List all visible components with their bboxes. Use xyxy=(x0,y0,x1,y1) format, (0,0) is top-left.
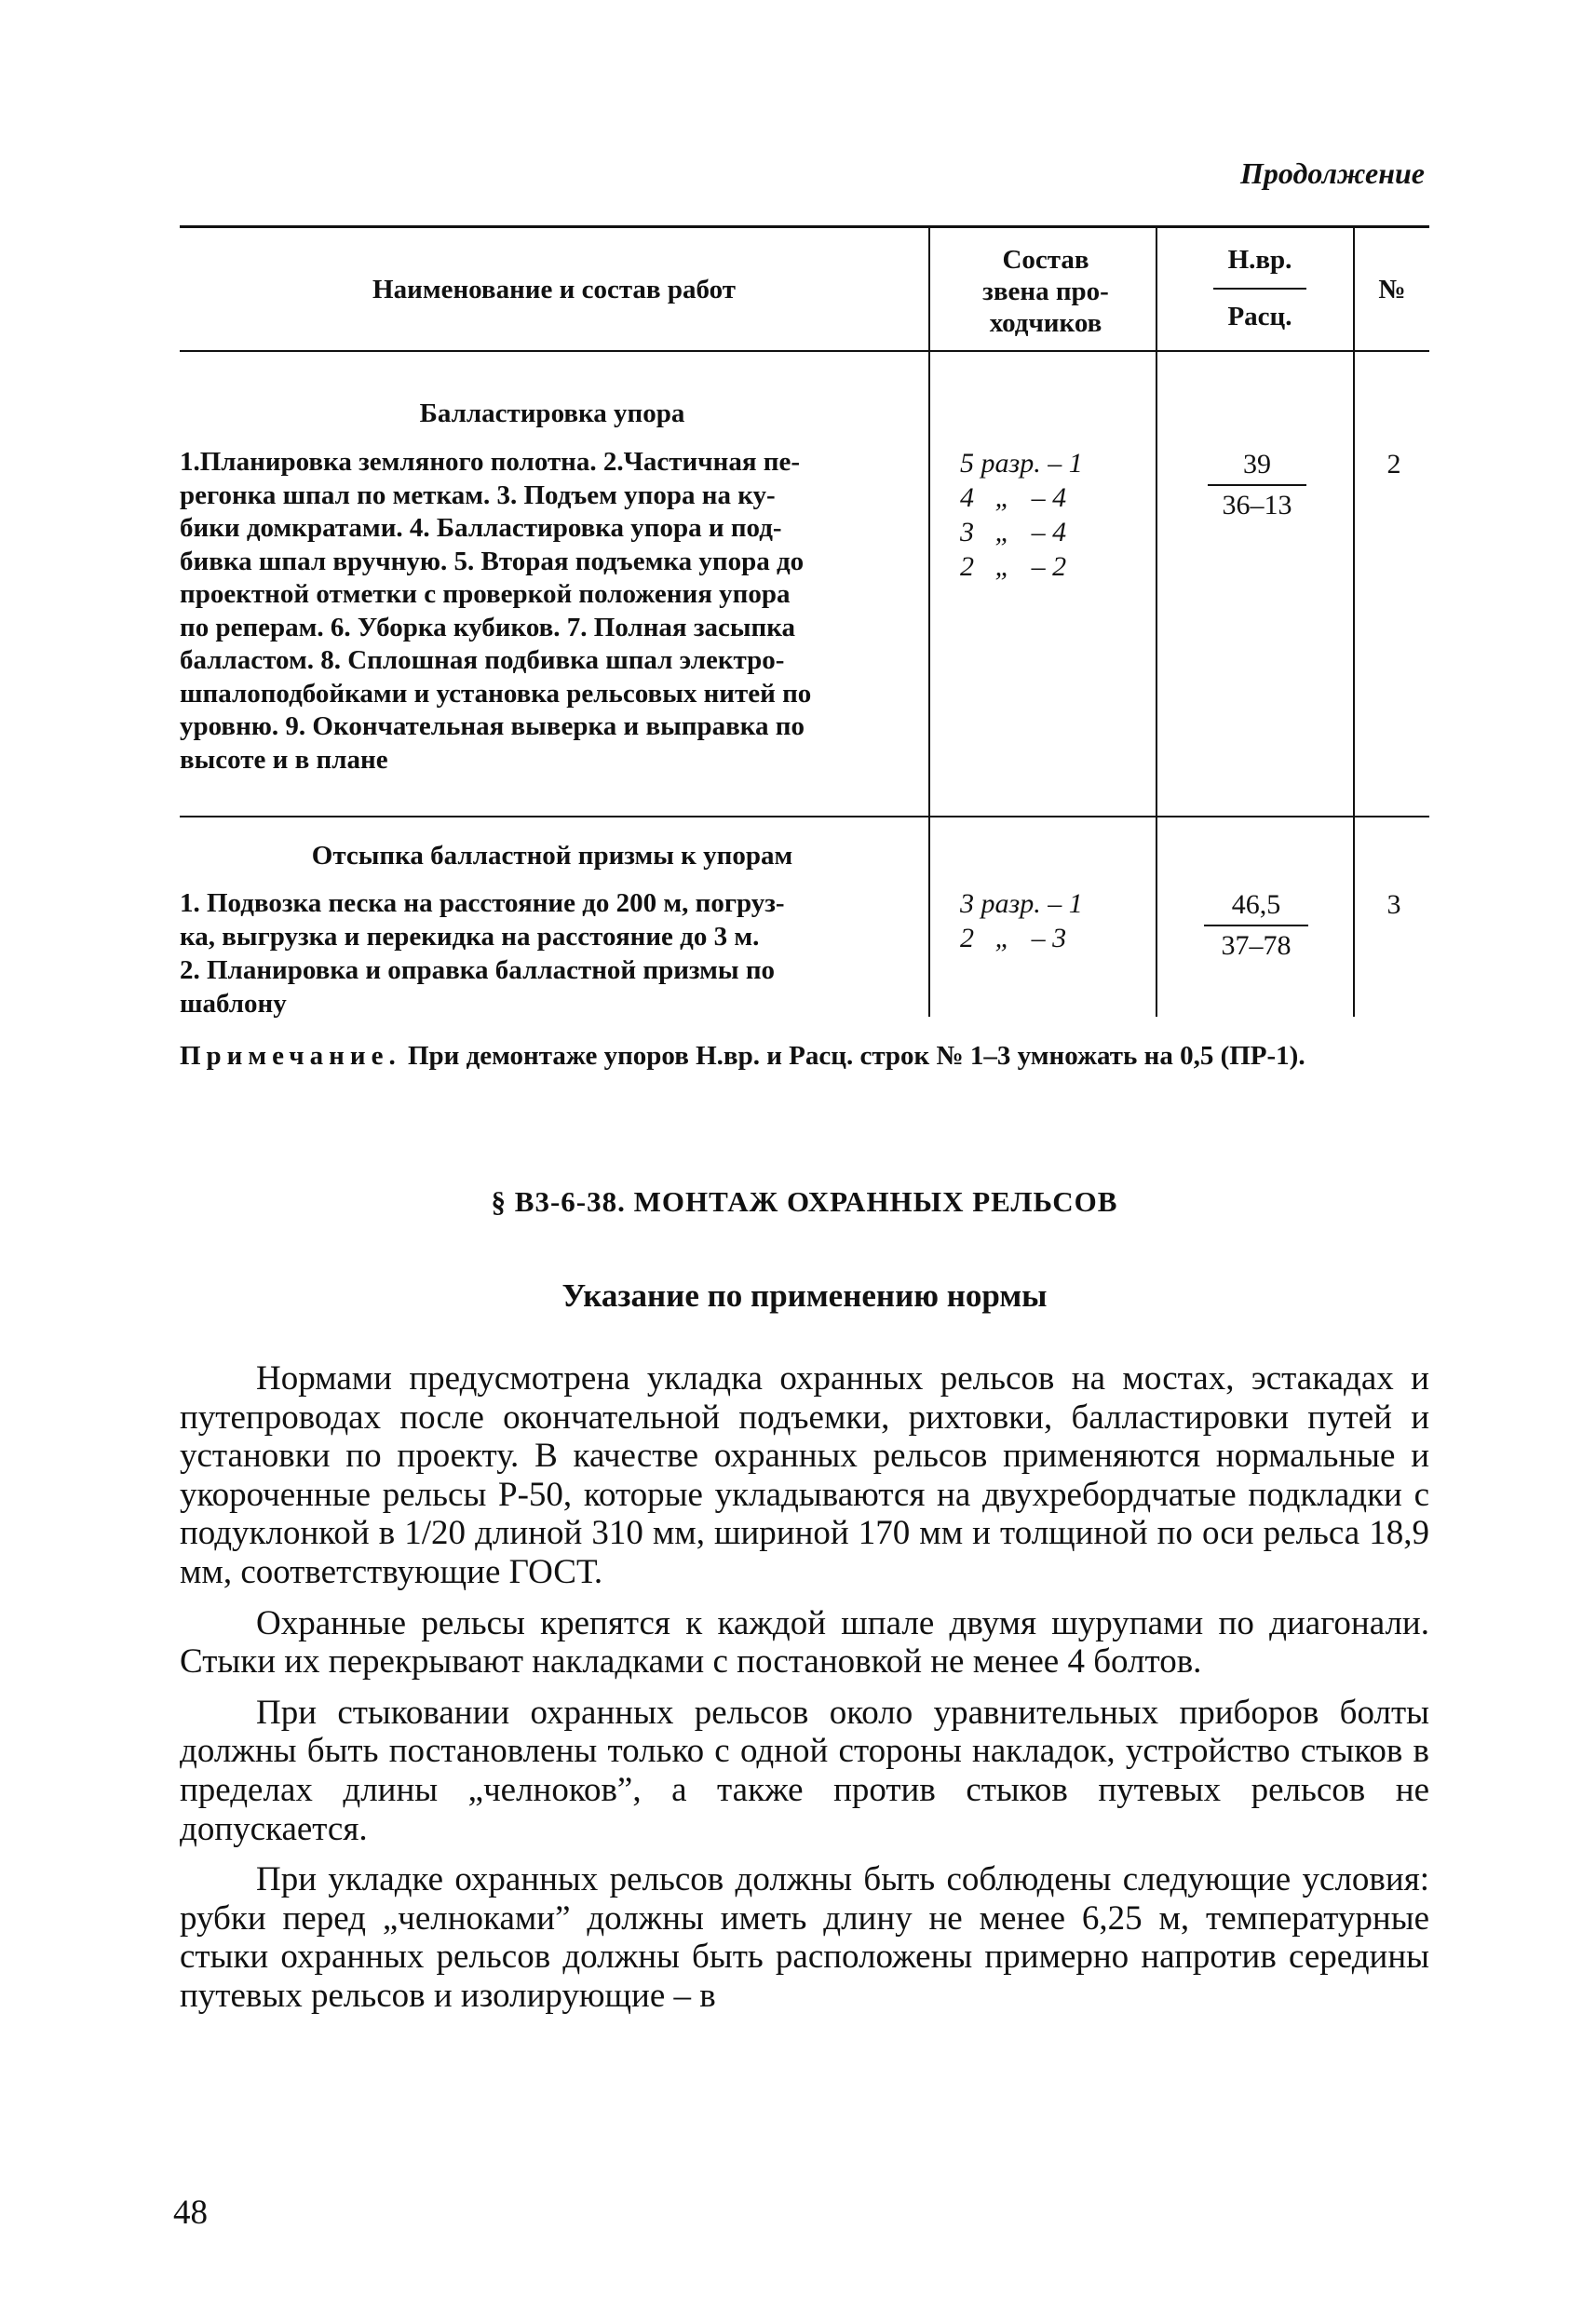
row-text-line: по реперам. 6. Уборка кубиков. 7. Полная засыпка xyxy=(180,612,795,642)
row-norm-rate xyxy=(1204,889,1308,962)
row-text-line: шпалоподбойками и установка рельсовых нитей по xyxy=(180,678,812,709)
header-rate: Расц. xyxy=(1227,302,1292,331)
section-heading: § В3-6-38. МОНТАЖ ОХРАННЫХ РЕЛЬСОВ xyxy=(491,1185,1118,1218)
table-note xyxy=(180,1039,1429,1073)
fraction-bar xyxy=(1208,484,1306,486)
row-text-line: 2. Планировка и оправка балластной призмы по xyxy=(180,955,776,985)
header-crew-line: ходчиков xyxy=(989,308,1102,338)
row-text-line: шаблону xyxy=(180,989,287,1019)
rate-value: 36–13 xyxy=(1222,490,1292,520)
table-row-divider xyxy=(180,816,1429,817)
row-title: Балластировка упора xyxy=(419,399,685,428)
row-crew-list xyxy=(960,446,1083,584)
table-top-rule xyxy=(180,225,1429,228)
crew-entry: 2 „ – 3 xyxy=(960,923,1067,953)
note-text: При демонтаже упоров Н.вр. и Расц. строк № 1–3 умножать на 0,5 (ПР-1). xyxy=(407,1041,1305,1071)
row-work-description xyxy=(180,446,923,777)
norm-value: 39 xyxy=(1243,449,1271,480)
paragraph: Охранные рельсы крепятся к каждой шпале двумя шурупами по диагонали. Стыки их перекрывают накладками с постановкой не менее 4 болтов. xyxy=(180,1603,1429,1682)
col-divider-1 xyxy=(928,225,930,1017)
row-text-line: бики домкратами. 4. Балластировка упора и под- xyxy=(180,513,782,543)
header-crew-line: Состав xyxy=(1002,245,1089,275)
row-norm-rate xyxy=(1208,449,1306,521)
header-crew-line: звена про- xyxy=(982,277,1109,306)
row-crew-list xyxy=(960,886,1083,955)
crew-entry: 5 разр. – 1 xyxy=(960,448,1083,479)
crew-entry: 2 „ – 2 xyxy=(960,551,1067,582)
crew-entry: 4 „ – 4 xyxy=(960,482,1067,513)
row-text-line: уровню. 9. Окончательная выверка и выправка по xyxy=(180,711,805,741)
row-text-line: регонка шпал по меткам. 3. Подъем упора на ку- xyxy=(180,480,776,510)
fraction-bar xyxy=(1204,925,1308,926)
header-norm-divider xyxy=(1213,288,1306,290)
sub-heading: Указание по применению нормы xyxy=(561,1277,1048,1314)
paragraph: При укладке охранных рельсов должны быть соблюдены следующие условия: рубки перед „челноками” должны иметь длину не менее 6,25 м, температурные стыки охранных рельсов должны быть расположены примерно напротив середины путевых рельсов и изолирующие – в xyxy=(180,1860,1429,2015)
header-norm: Н.вр. xyxy=(1227,245,1292,275)
header-number: № xyxy=(1378,275,1406,304)
row-text-line: 1.Планировка земляного полотна. 2.Частичная пе- xyxy=(180,447,800,477)
table-header-rule xyxy=(180,350,1429,352)
row-work-description xyxy=(180,886,923,1020)
row-text-line: высоте и в плане xyxy=(180,744,388,775)
rate-value: 37–78 xyxy=(1221,930,1292,961)
paragraph: Нормами предусмотрена укладка охранных рельсов на мостах, эстакадах и путепроводах после окончательной подъемки, рихтовки, балластировки путей и установки по проекту. В качестве охранных рельсов применяются нормальные и укороченные рельсы Р-50, которые укладываются на двухребордчатые подкладки с подуклонкой в 1/20 длиной 310 мм, шириной 170 мм и толщиной по оси рельса 18,9 мм, соответствующие ГОСТ. xyxy=(180,1359,1429,1591)
header-work-name: Наименование и состав работ xyxy=(372,275,736,304)
row-text-line: ка, выгрузка и перекидка на расстояние до 3 м. xyxy=(180,922,760,952)
row-text-line: бивка шпал вручную. 5. Вторая подъемка упора до xyxy=(180,546,805,576)
col-divider-2 xyxy=(1156,225,1157,1017)
header-norm-rate xyxy=(1167,244,1353,333)
row-text-line: балластом. 8. Сплошная подбивка шпал электро- xyxy=(180,645,785,675)
row-number: 3 xyxy=(1386,889,1401,920)
crew-entry: 3 „ – 4 xyxy=(960,517,1067,547)
continuation-label: Продолжение xyxy=(1240,156,1425,190)
body-text xyxy=(180,1359,1429,2028)
row-title: Отсыпка балластной призмы к упорам xyxy=(311,841,793,871)
norms-table xyxy=(180,225,1429,1024)
header-crew xyxy=(936,244,1156,339)
paragraph: При стыковании охранных рельсов около уравнительных приборов болты должны быть постановлены только с одной стороны накладок, устройство стыков в пределах длины „челноков”, а также против стыков путевых рельсов не допускается. xyxy=(180,1693,1429,1848)
page-number: 48 xyxy=(173,2194,208,2232)
crew-entry: 3 разр. – 1 xyxy=(960,888,1083,919)
col-divider-3 xyxy=(1353,225,1355,1017)
row-text-line: 1. Подвозка песка на расстояние до 200 м, погруз- xyxy=(180,888,785,918)
note-label: Примечание. xyxy=(180,1041,401,1071)
norm-value: 46,5 xyxy=(1231,889,1281,920)
row-number: 2 xyxy=(1386,449,1401,480)
row-text-line: проектной отметки с проверкой положения упора xyxy=(180,579,791,609)
